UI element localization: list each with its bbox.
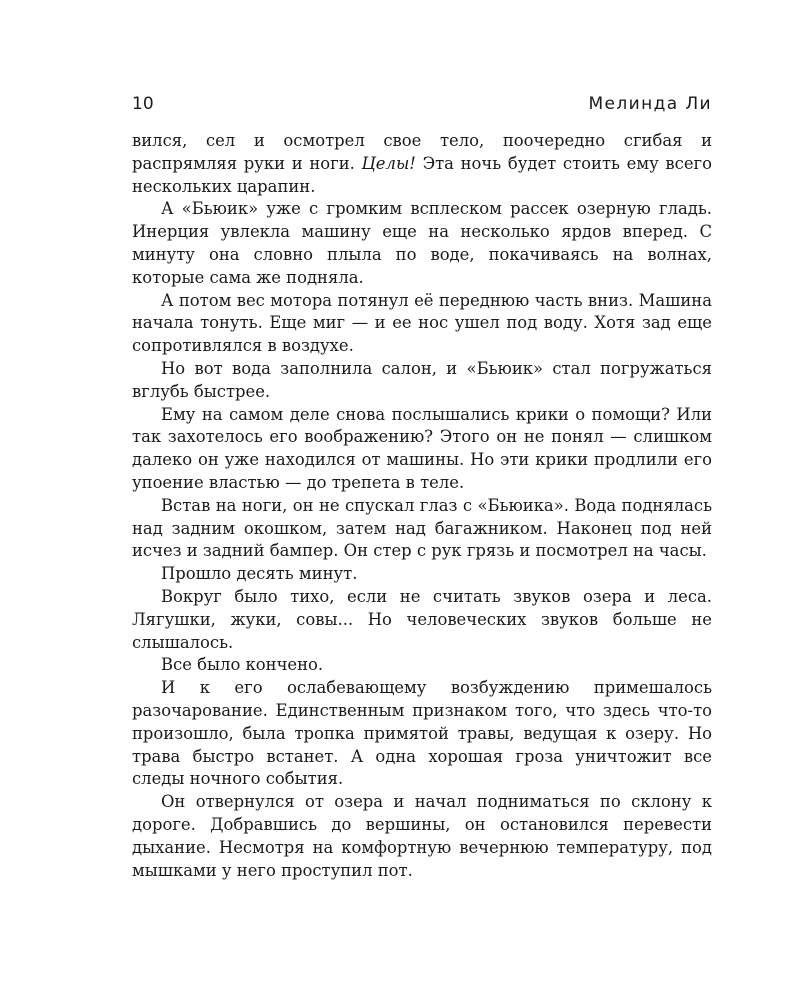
paragraph-5: Ему на самом деле снова послышались крики о помощи? Или так захотелось его воображению? Этого он не понял — слишком далеко он уже находился от машины. Но эти крики продлили его упоение властью — до трепета в теле. xyxy=(132,404,712,492)
paragraph-text: вился, сел и осмотрел свое тело, поочередно сгибая и распрямляя руки и ноги. xyxy=(132,131,712,173)
paragraph-text: Эта ночь будет стоить ему всего нескольких царапин. xyxy=(132,153,712,196)
paragraph-2: А «Бьюик» уже с громким всплеском рассек озерную гладь. Инерция увлекла машину еще на несколько ярдов вперед. С минуту она словно плыла по воде, покачиваясь на волнах, которые сама же подняла. xyxy=(132,199,712,287)
running-header xyxy=(132,94,712,120)
paragraph-7: Прошло десять минут. xyxy=(161,564,358,584)
italic-phrase: Целы! xyxy=(361,153,416,173)
paragraph-4: Но вот вода заполнила салон, и «Бьюик» стал погружаться вглубь быстрее. xyxy=(132,358,712,401)
paragraph-8: Вокруг было тихо, если не считать звуков озера и леса. Лягушки, жуки, совы... Но человеческих звуков больше не слышалось. xyxy=(132,586,712,652)
paragraph-10: И к его ослабевающему возбуждению примешалось разочарование. Единственным признаком того, что здесь что-то произошло, была тропка примятой травы, ведущая к озеру. Но трава быстро встанет. А одна хорошая гроза уничтожит все следы ночного события. xyxy=(132,678,712,789)
paragraph-3: А потом вес мотора потянул её переднюю часть вниз. Машина начала тонуть. Еще миг — и ее нос ушел под воду. Хотя зад еще сопротивлялся в воздухе. xyxy=(132,290,712,356)
paragraph-11: Он отвернулся от озера и начал подниматься по склону к дороге. Добравшись до вершины, он остановился перевести дыхание. Несмотря на комфортную вечернюю температуру, под мышками у него проступил пот. xyxy=(132,792,712,880)
author-name: Мелинда Ли xyxy=(588,94,712,114)
paragraph-9: Все было кончено. xyxy=(161,655,324,675)
page-number: 10 xyxy=(132,94,154,114)
book-page xyxy=(132,94,712,882)
paragraph-6: Встав на ноги, он не спускал глаз с «Бьюика». Вода поднялась над задним окошком, затем над багажником. Наконец под ней исчез и задний бампер. Он стер с рук грязь и посмотрел на часы. xyxy=(132,495,712,561)
body-text xyxy=(132,130,712,882)
paragraph-1 xyxy=(132,130,712,198)
